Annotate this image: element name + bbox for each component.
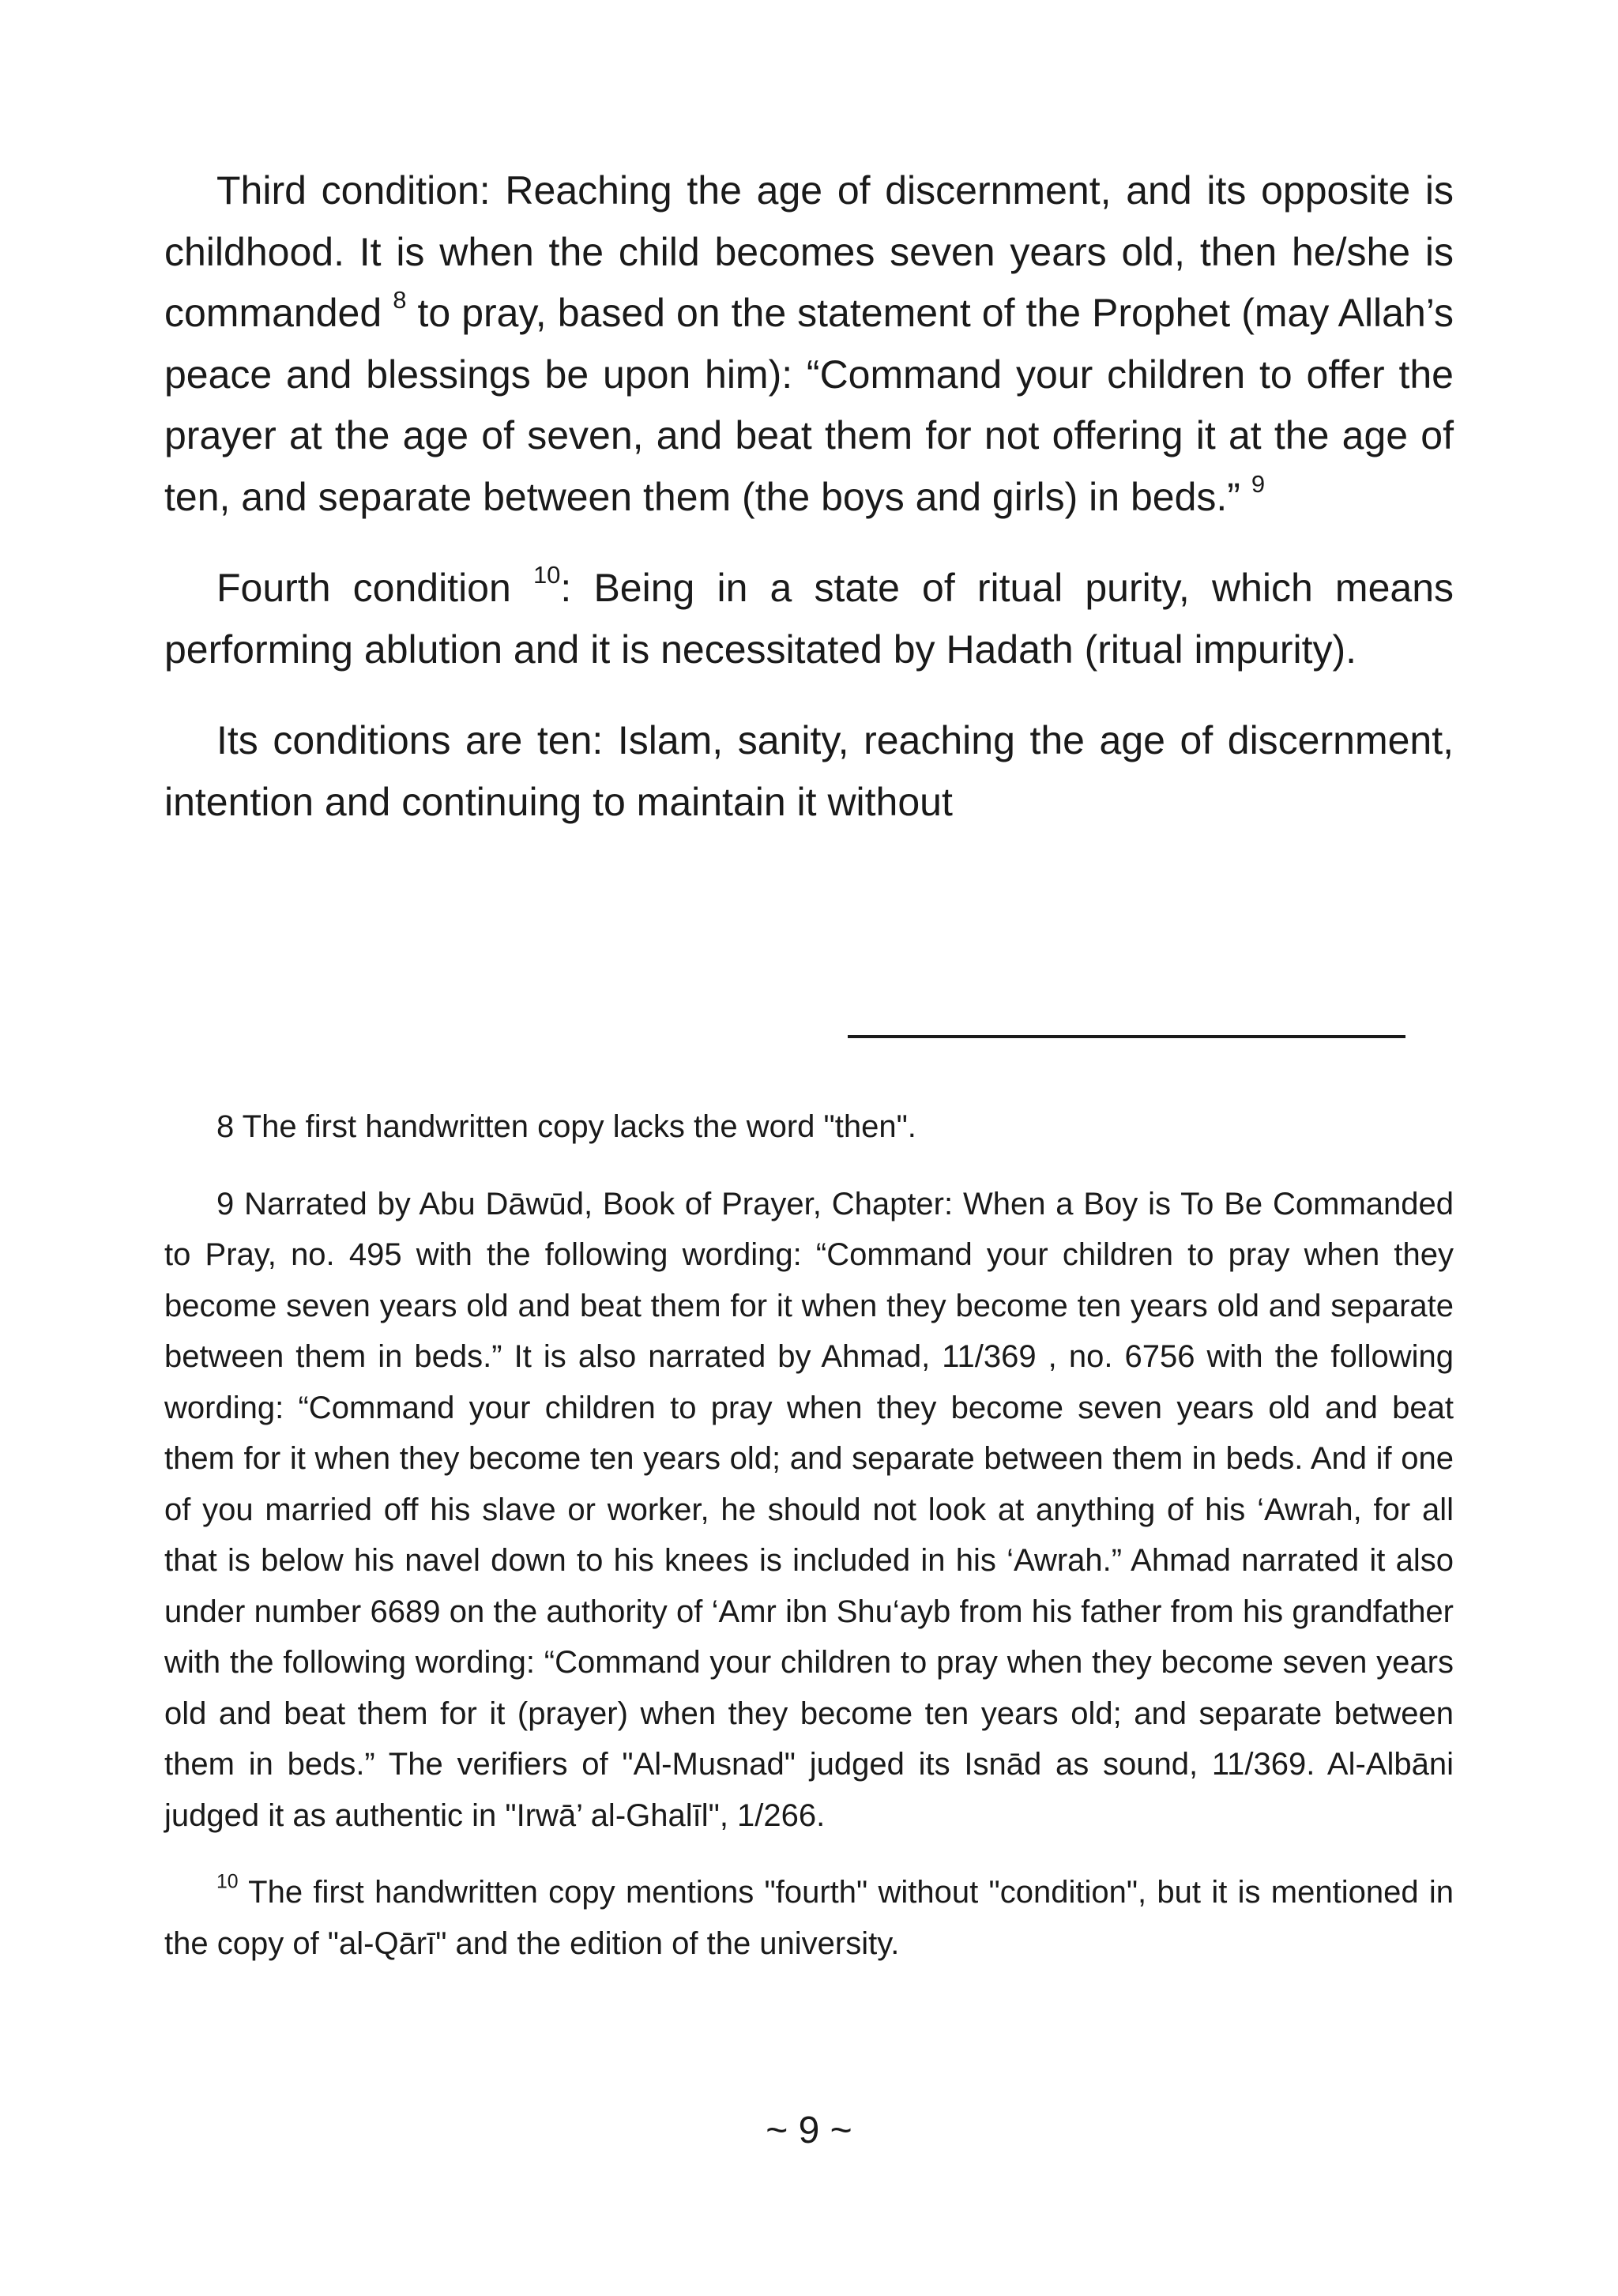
page-number: ~ 9 ~: [766, 2110, 852, 2151]
footnote-text: 9 Narrated by Abu Dāwūd, Book of Prayer, Chapter: When a Boy is To Be Commanded to Pray, no. 495 with the following wording: “Command your children to pray when they become seven years old and beat them for it when they become ten years old and separate between them in beds.” It is also narrated by Ahmad, 11/369 , no. 6756 with the following wording: “Command your children to pray when they become seven years old and beat them for it when they become ten years old; and separate between them in beds. And if one of you married off his slave or worker, he should not look at anything of his ‘Awrah, for all that is below his navel down to his knees is included in his ‘Awrah.” Ahmad narrated it also under number 6689 on the authority of ‘Amr ibn Shu‘ayb from his father from his grandfather with the following wording: “Command your children to pray when they become seven years old and beat them for it (prayer) when they become ten years old; and separate between them in beds.” The verifiers of "Al-Musnad" judged its Isnād as sound, 11/369. Al-Albāni judged it as authentic in "Irwā’ al-Ghalīl", 1/266.: [164, 1186, 1454, 1833]
footnote-text: 8 The first handwritten copy lacks the word "then".: [216, 1109, 916, 1144]
paragraph-text: Its conditions are ten: Islam, sanity, reaching the age of discernment, intention and continuing to maintain it without: [164, 718, 1454, 824]
footnote-8: [164, 1101, 1454, 1153]
main-body-text: [164, 160, 1454, 833]
paragraph-fourth-condition: [164, 558, 1454, 680]
footnote-9: [164, 1179, 1454, 1842]
footnote-number-10: 10: [216, 1871, 239, 1893]
footnote-ref-10: 10: [532, 560, 561, 589]
paragraph-text: to pray, based on the statement of the Prophet (may Allah’s peace and blessings be upon him): “Command your children to offer the prayer at the age of seven, and beat them for not offering it at the age of ten, and separate between them (the boys and girls) in beds.”: [164, 291, 1454, 519]
paragraph-third-condition: [164, 160, 1454, 528]
paragraph-text: Fourth condition: [216, 566, 533, 610]
footnotes-section: [164, 1101, 1454, 1969]
footnote-ref-8: 8: [393, 285, 407, 314]
footnote-separator: [848, 1035, 1405, 1038]
paragraph-text: : Being in a state of ritual purity, which means performing ablution and it is necessitated by Hadath (ritual impurity).: [164, 566, 1454, 672]
footnote-text: The first handwritten copy mentions "fourth" without "condition", but it is mentioned in the copy of "al-Qārī" and the edition of the university.: [164, 1875, 1454, 1961]
paragraph-its-conditions: [164, 710, 1454, 833]
footnote-ref-9: 9: [1251, 469, 1266, 498]
paragraph-text: Third condition: Reaching the age of discernment, and its opposite is childhood. It is when the child becomes seven years old, then he/she is commanded: [164, 168, 1454, 335]
footnote-10: [164, 1867, 1454, 1969]
